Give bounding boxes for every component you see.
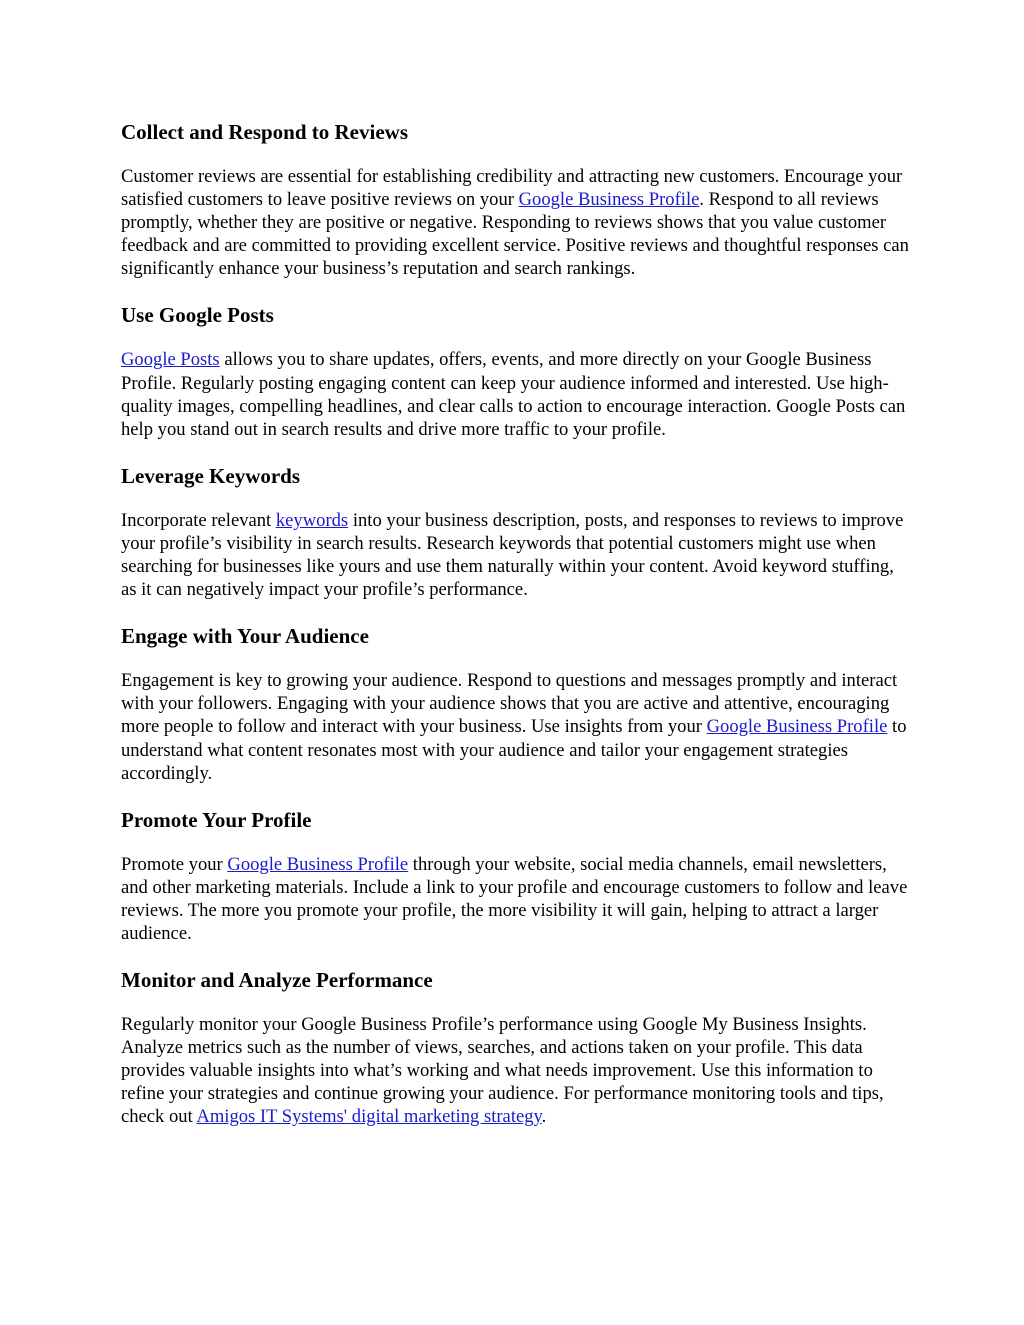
- paragraph-text: Promote your: [121, 853, 228, 875]
- section-engage-audience: [121, 622, 911, 784]
- section-leverage-keywords: [121, 462, 911, 601]
- section-heading: Collect and Respond to Reviews: [121, 120, 408, 144]
- section-paragraph: [121, 669, 911, 784]
- section-heading: Leverage Keywords: [121, 463, 301, 488]
- google-posts-link[interactable]: Google Posts: [121, 349, 220, 371]
- paragraph-text: Engagement is key to growing your audience. Respond to questions and messages promptly and interact with your followers. Engaging with your audience shows that you are active and attentive, encouraging more people to follow and interact with your business. Use insights from your: [121, 670, 898, 738]
- section-heading: Engage with Your Audience: [121, 624, 369, 649]
- digital-marketing-strategy-link[interactable]: Amigos IT Systems' digital marketing strategy: [196, 1106, 542, 1128]
- section-paragraph: [121, 509, 911, 601]
- paragraph-text: allows you to share updates, offers, events, and more directly on your Google Business Profile. Regularly posting engaging content can keep your audience informed and interested. Use high-quality images, compelling headlines, and clear calls to action to encourage interaction. Google Posts can help you stand out in search results and drive more traffic to your profile.: [121, 349, 906, 440]
- document-page: [121, 118, 911, 1150]
- paragraph-text: Customer reviews are essential for establishing credibility and attracting new customers. Encourage your satisfied customers to leave positive reviews on your: [121, 166, 903, 211]
- section-paragraph: [121, 1013, 911, 1128]
- section-heading: Monitor and Analyze Performance: [121, 968, 433, 993]
- keywords-link[interactable]: keywords: [275, 509, 349, 531]
- section-heading: Use Google Posts: [121, 303, 274, 328]
- paragraph-text: to understand what content resonates most with your audience and tailor your engagement strategies accordingly.: [121, 716, 907, 784]
- paragraph-text: through your website, social media channels, email newsletters, and other marketing materials. Include a link to your profile and encourage customers to follow and leave reviews. The more you promote your profile, the more visibility it will gain, helping to attract a larger audience.: [121, 853, 908, 944]
- google-business-profile-link[interactable]: Google Business Profile: [706, 716, 888, 738]
- section-monitor-performance: [121, 966, 911, 1128]
- section-paragraph: [121, 853, 911, 945]
- google-business-profile-link[interactable]: Google Business Profile: [518, 189, 700, 211]
- paragraph-text: into your business description, posts, and responses to reviews to improve your profile’s visibility in search results. Research keywords that potential customers might use when searching for businesses like yours and use them naturally within your content. Avoid keyword stuffing, as it can negatively impact your profile’s performance.: [121, 509, 904, 601]
- section-paragraph: [121, 165, 911, 280]
- section-heading: Promote Your Profile: [121, 807, 312, 832]
- section-collect-reviews: [121, 118, 911, 280]
- paragraph-text: . Respond to all reviews promptly, whether they are positive or negative. Responding to reviews shows that you value customer feedback and are committed to providing excellent service. Positive reviews and thoughtful responses can significantly enhance your business’s reputation and search rankings.: [121, 189, 909, 280]
- google-business-profile-link[interactable]: Google Business Profile: [227, 853, 409, 875]
- section-paragraph: [121, 348, 911, 440]
- section-promote-profile: [121, 806, 911, 945]
- section-google-posts: [121, 301, 911, 440]
- paragraph-text: Regularly monitor your Google Business Profile’s performance using Google My Business Insights. Analyze metrics such as the number of views, searches, and actions taken on your profile. This data provides valuable insights into what’s working and what needs improvement. Use this information to refine your strategies and continue growing your audience. For performance monitoring tools and tips, check out: [121, 1014, 884, 1128]
- paragraph-text: Incorporate relevant: [121, 509, 276, 531]
- paragraph-text: .: [541, 1106, 547, 1128]
